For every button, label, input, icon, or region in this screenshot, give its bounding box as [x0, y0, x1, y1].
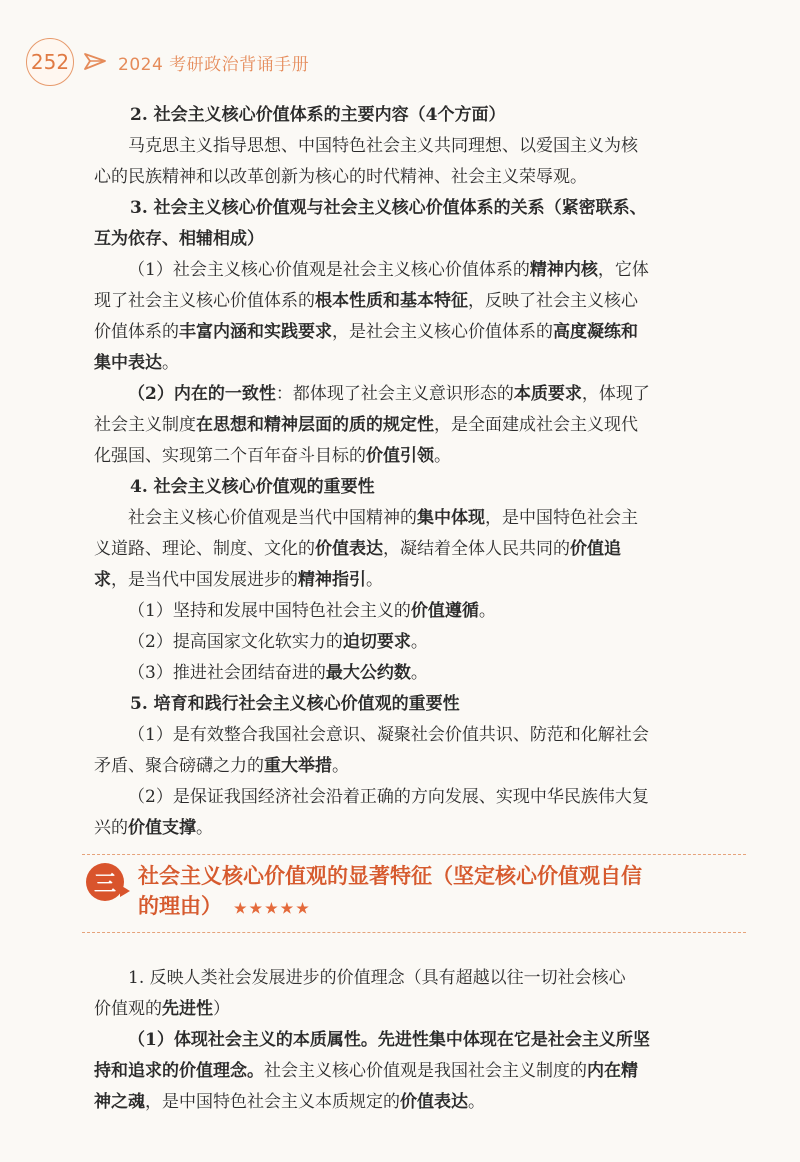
paragraph-line: （2）是保证我国经济社会沿着正确的方向发展、实现中华民族伟大复: [128, 787, 649, 807]
section-banner: [82, 854, 746, 933]
page-content: [94, 100, 746, 1118]
star-rating-icon: ★★★★★: [234, 901, 312, 917]
paragraph-line: （1）体现社会主义的本质属性。先进性集中体现在它是社会主义所坚: [128, 1030, 650, 1050]
paragraph-line: 矛盾、聚合磅礴之力的重大举措。: [94, 756, 349, 776]
section-title-line: 社会主义核心价值观的显著特征（坚定核心价值观自信: [138, 863, 642, 888]
paper-plane-icon: [82, 49, 108, 75]
section-heading: 互为依存、相辅相成）: [94, 229, 264, 249]
paragraph-line: 持和追求的价值理念。社会主义核心价值观是我国社会主义制度的内在精: [94, 1061, 638, 1081]
page-number: 252: [26, 38, 74, 86]
paragraph-line: 化强国、实现第二个百年奋斗目标的价值引领。: [94, 446, 451, 466]
book-title: 2024 考研政治背诵手册: [118, 54, 310, 75]
paragraph-line: 社会主义核心价值观是当代中国精神的集中体现，是中国特色社会主: [128, 508, 638, 528]
section-heading: 5. 培育和践行社会主义核心价值观的重要性: [130, 694, 460, 714]
paragraph-line: 神之魂，是中国特色社会主义本质规定的价值表达。: [94, 1092, 485, 1112]
section-heading: 2. 社会主义核心价值体系的主要内容（4个方面）: [130, 105, 506, 125]
paragraph-line: （1）是有效整合我国社会意识、凝聚社会价值共识、防范和化解社会: [128, 725, 649, 745]
list-item: （3）推进社会团结奋进的最大公约数。: [128, 663, 428, 683]
paragraph-line: 价值体系的丰富内涵和实践要求，是社会主义核心价值体系的高度凝练和: [94, 322, 638, 342]
page-header: [26, 36, 309, 88]
section-title-line: 的理由） ★★★★★: [138, 893, 312, 918]
paragraph-line: 义道路、理论、制度、文化的价值表达，凝结着全体人民共同的价值追: [94, 539, 621, 559]
list-item: （2）提高国家文化软实力的迫切要求。: [128, 632, 428, 652]
paragraph-line: 求，是当代中国发展进步的精神指引。: [94, 570, 383, 590]
paragraph-line: 心的民族精神和以改革创新为核心的时代精神、社会主义荣辱观。: [94, 167, 587, 187]
paragraph-line: （2）内在的一致性：都体现了社会主义意识形态的本质要求，体现了: [128, 384, 650, 404]
paragraph-line: 价值观的先进性）: [94, 999, 230, 1019]
list-item: （1）坚持和发展中国特色社会主义的价值遵循。: [128, 601, 496, 621]
section-heading: 1. 反映人类社会发展进步的价值理念（具有超越以往一切社会核心: [128, 968, 626, 988]
section-heading: 4. 社会主义核心价值观的重要性: [130, 477, 375, 497]
paragraph-line: 社会主义制度在思想和精神层面的质的规定性，是全面建成社会主义现代: [94, 415, 638, 435]
paragraph-line: 现了社会主义核心价值体系的根本性质和基本特征，反映了社会主义核心: [94, 291, 638, 311]
paragraph-line: 集中表达。: [94, 353, 179, 373]
section-number-badge: 三: [86, 863, 124, 901]
paragraph-line: （1）社会主义核心价值观是社会主义核心价值体系的精神内核，它体: [128, 260, 649, 280]
paragraph-line: 兴的价值支撑。: [94, 818, 213, 838]
section-heading: 3. 社会主义核心价值观与社会主义核心价值体系的关系（紧密联系、: [130, 198, 647, 218]
paragraph-line: 马克思主义指导思想、中国特色社会主义共同理想、以爱国主义为核: [128, 136, 638, 156]
